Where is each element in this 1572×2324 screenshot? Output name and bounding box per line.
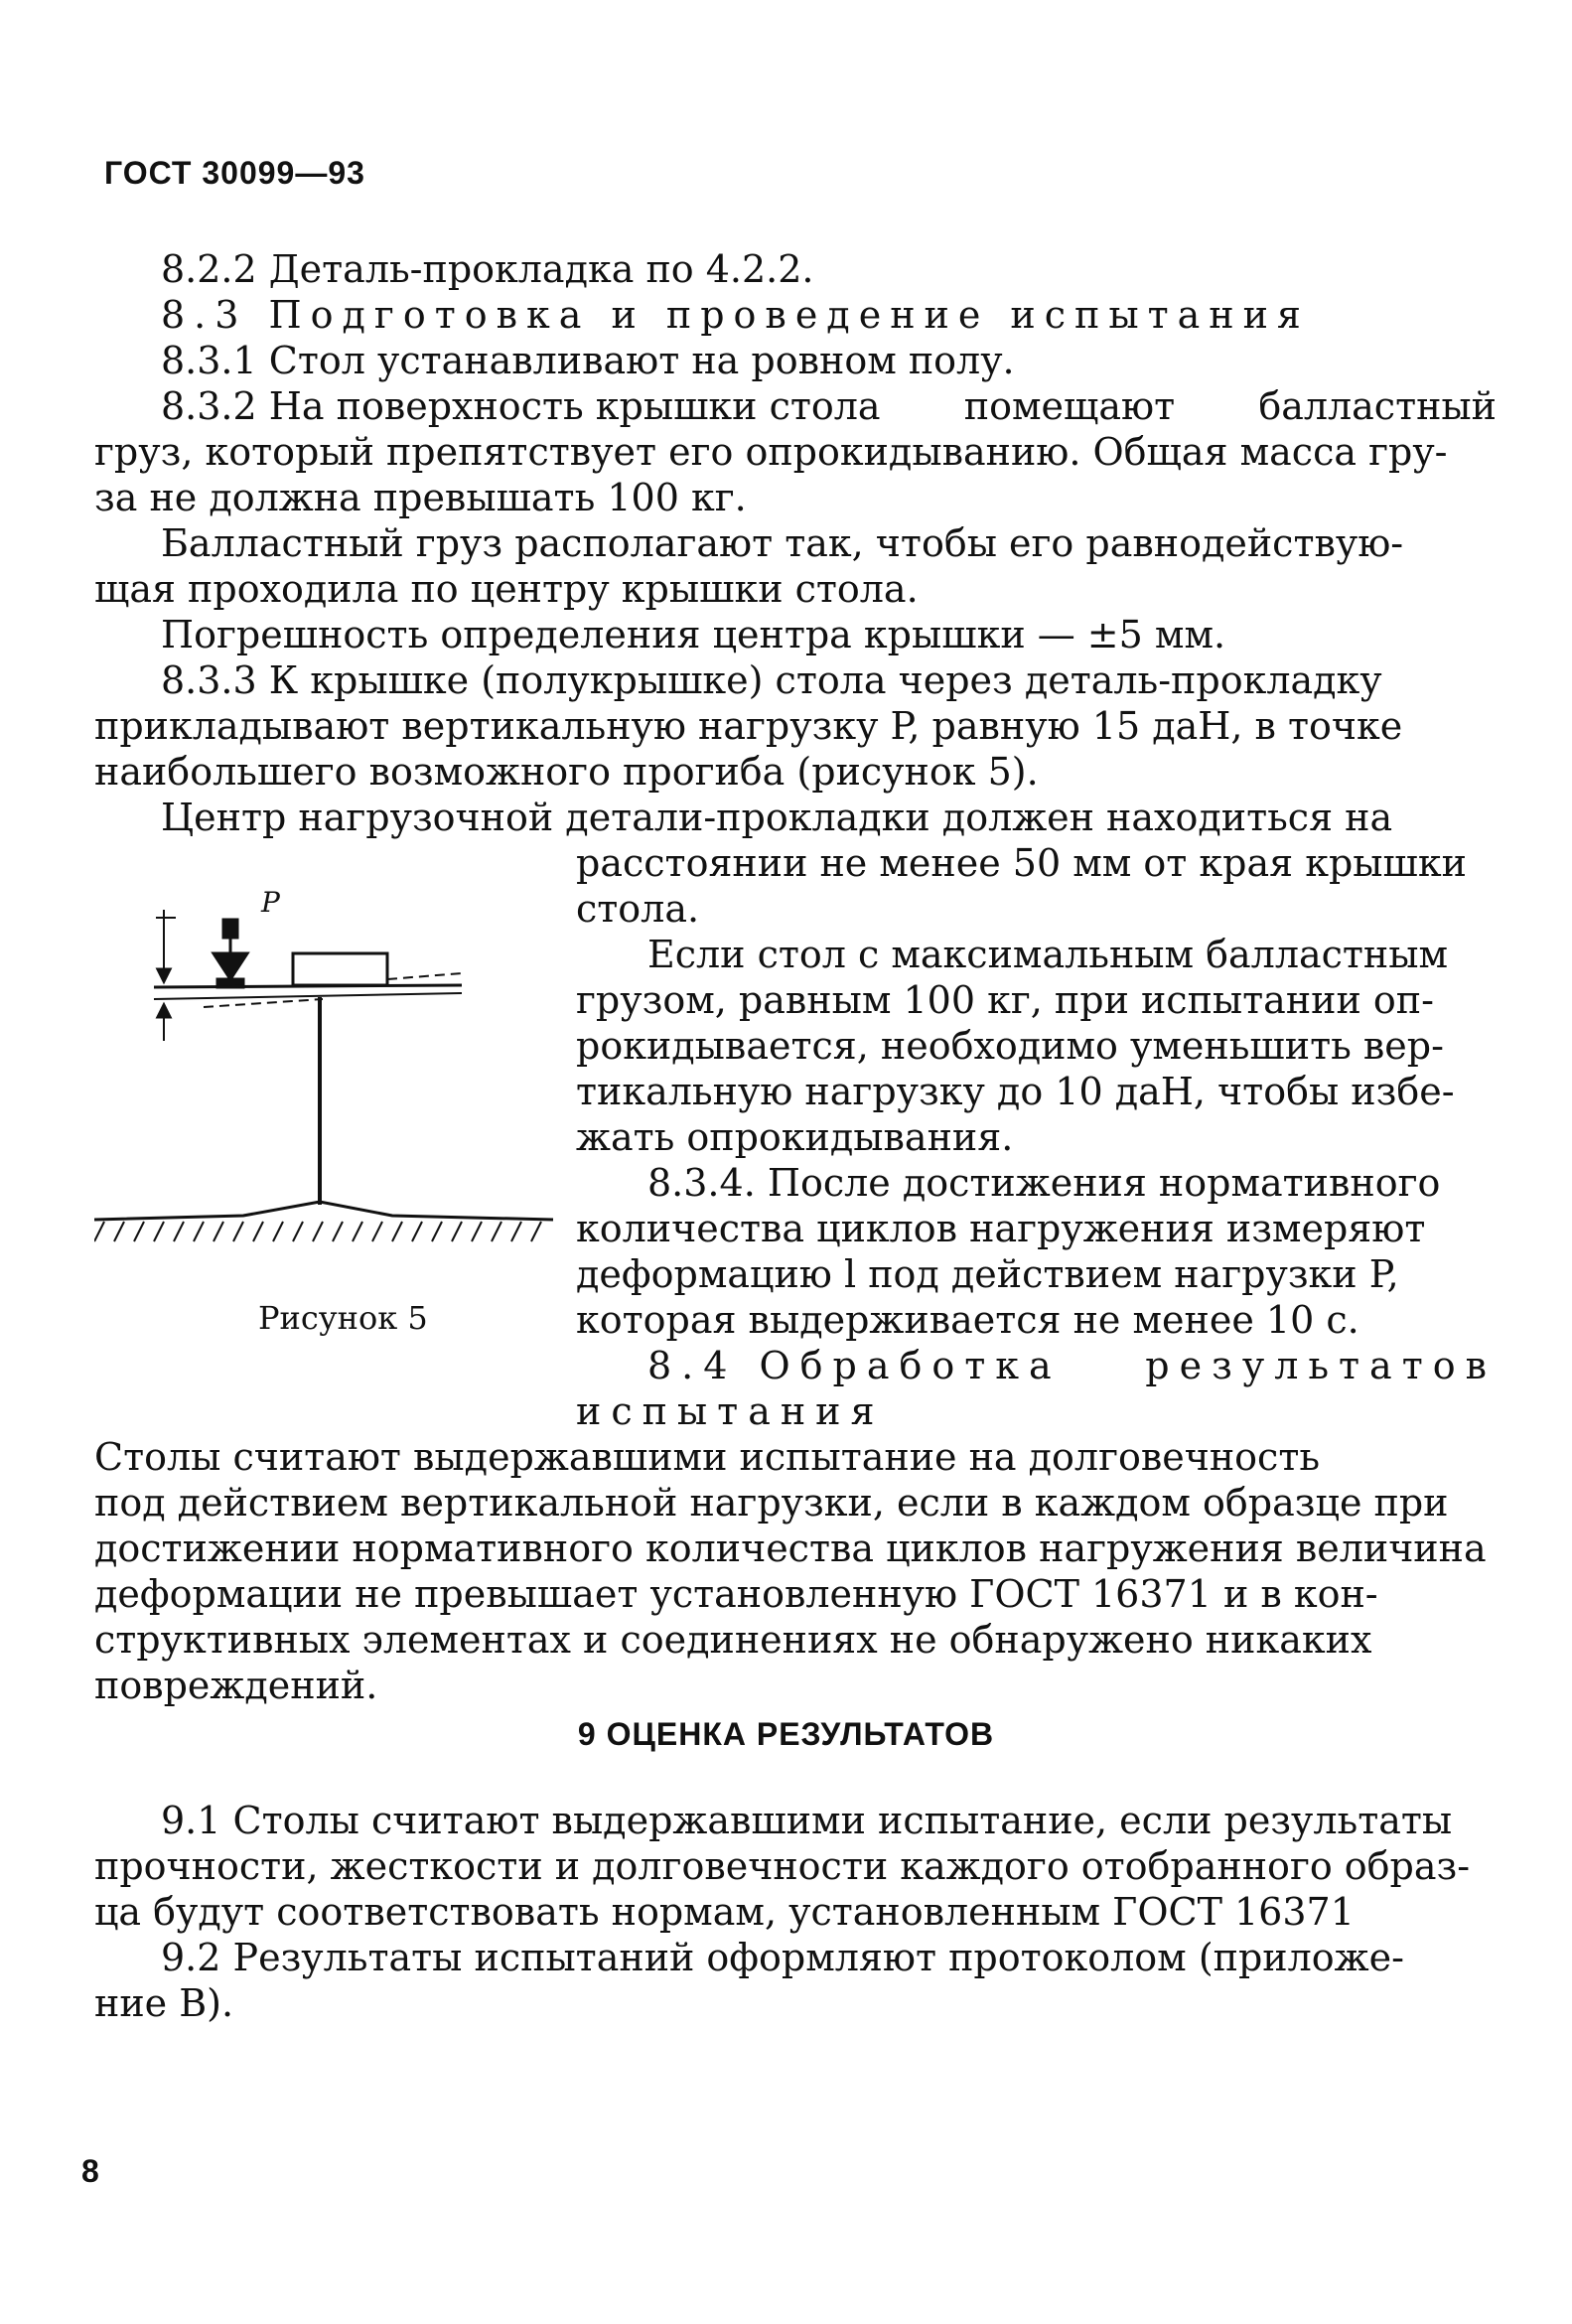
text-line: 8.3.3 К крышке (полукрышке) стола через деталь-прокладку bbox=[161, 658, 1382, 702]
text-line: за не должна превышать 100 кг. bbox=[94, 476, 747, 519]
text-line: груз, который препятствует его опрокидыванию. Общая масса гру- bbox=[94, 430, 1448, 474]
text-line: достижении нормативного количества циклов нагружения величина bbox=[94, 1526, 1487, 1570]
ballast-weight bbox=[293, 953, 387, 985]
text-line: прочности, жесткости и долговечности каждого отобранного образ- bbox=[94, 1844, 1471, 1888]
text-line: Столы считают выдержавшими испытание на долговечность bbox=[94, 1435, 1321, 1479]
text-line: щая проходила по центру крышки стола. bbox=[94, 567, 919, 611]
load-arrow-head bbox=[214, 953, 247, 979]
floor-line bbox=[94, 1202, 553, 1220]
deflection-line-end bbox=[387, 973, 462, 979]
text-line: Балластный груз располагают так, чтобы его равнодействую- bbox=[161, 521, 1404, 565]
text-fragment: помещают bbox=[963, 384, 1176, 428]
dimension-arrow-up bbox=[158, 1005, 170, 1017]
figure-caption: Рисунок 5 bbox=[258, 1299, 428, 1337]
text-line: Погрешность определения центра крышки — ±5 мм. bbox=[161, 613, 1226, 656]
page-number: 8 bbox=[81, 2153, 99, 2189]
text-line: под действием вертикальной нагрузки, если в каждом образце при bbox=[94, 1481, 1449, 1525]
text-fragment: балластный bbox=[1258, 384, 1497, 428]
subsection-heading-8-3: 8.3 Подготовка и проведение испытания bbox=[161, 293, 1310, 337]
text-line bbox=[161, 383, 1497, 429]
text-line: рокидывается, необходимо уменьшить вер- bbox=[576, 1024, 1444, 1068]
text-line: повреждений. bbox=[94, 1664, 378, 1707]
text-line: 8.3.4. После достижения нормативного bbox=[647, 1161, 1441, 1205]
text-line: 8.2.2 Деталь-прокладка по 4.2.2. bbox=[161, 247, 814, 291]
text-fragment: результатов bbox=[1145, 1344, 1497, 1387]
text-line: деформацию l под действием нагрузки P, bbox=[576, 1252, 1399, 1296]
text-line: 8.3.1 Стол устанавливают на ровном полу. bbox=[161, 339, 1015, 382]
text-line: стола. bbox=[576, 887, 700, 931]
text-line: 9.2 Результаты испытаний оформляют протоколом (приложе- bbox=[161, 1936, 1404, 1979]
deflection-line bbox=[204, 999, 323, 1007]
table-top-line-lower bbox=[154, 993, 462, 999]
text-line: ца будут соответствовать нормам, установленным ГОСТ 16371 bbox=[94, 1890, 1355, 1934]
load-weight-icon bbox=[223, 920, 237, 938]
text-line: которая выдерживается не менее 10 с. bbox=[576, 1298, 1359, 1342]
text-line: грузом, равным 100 кг, при испытании оп- bbox=[576, 978, 1434, 1022]
text-line: 9.1 Столы считают выдержавшими испытание, если результаты bbox=[161, 1799, 1453, 1842]
text-line: расстоянии не менее 50 мм от края крышки bbox=[576, 841, 1467, 885]
text-line: тикальную нагрузку до 10 даН, чтобы избе- bbox=[576, 1070, 1455, 1113]
figure-5 bbox=[94, 882, 561, 1309]
table-top-line bbox=[154, 985, 462, 987]
text-line: наибольшего возможного прогиба (рисунок 5). bbox=[94, 750, 1039, 794]
text-line: ние В). bbox=[94, 1981, 234, 2025]
floor-hatching bbox=[94, 1222, 541, 1241]
text-line: испытания bbox=[576, 1389, 885, 1433]
text-line: жать опрокидывания. bbox=[576, 1115, 1014, 1159]
text-line: деформации не превышает установленную ГОСТ 16371 и в кон- bbox=[94, 1572, 1378, 1616]
text-line: Центр нагрузочной детали-прокладки должен находиться на bbox=[161, 796, 1393, 839]
document-header: ГОСТ 30099—93 bbox=[104, 155, 365, 191]
text-fragment: 8.4 Обработка bbox=[647, 1344, 1062, 1387]
table-load-diagram bbox=[94, 882, 561, 1309]
section-title: 9 ОЦЕНКА РЕЗУЛЬТАТОВ bbox=[577, 1716, 995, 1752]
text-line: структивных элементах и соединениях не обнаружено никаких bbox=[94, 1618, 1372, 1662]
text-line: Если стол с максимальным балластным bbox=[647, 933, 1449, 976]
text-line: количества циклов нагружения измеряют bbox=[576, 1207, 1426, 1250]
subsection-heading-8-4 bbox=[647, 1343, 1497, 1388]
figure-label-p: P bbox=[261, 886, 280, 919]
text-fragment: 8.3.2 На поверхность крышки стола bbox=[161, 384, 881, 428]
dimension-arrow-down bbox=[158, 969, 170, 981]
text-line: прикладывают вертикальную нагрузку P, равную 15 даН, в точке bbox=[94, 704, 1403, 748]
